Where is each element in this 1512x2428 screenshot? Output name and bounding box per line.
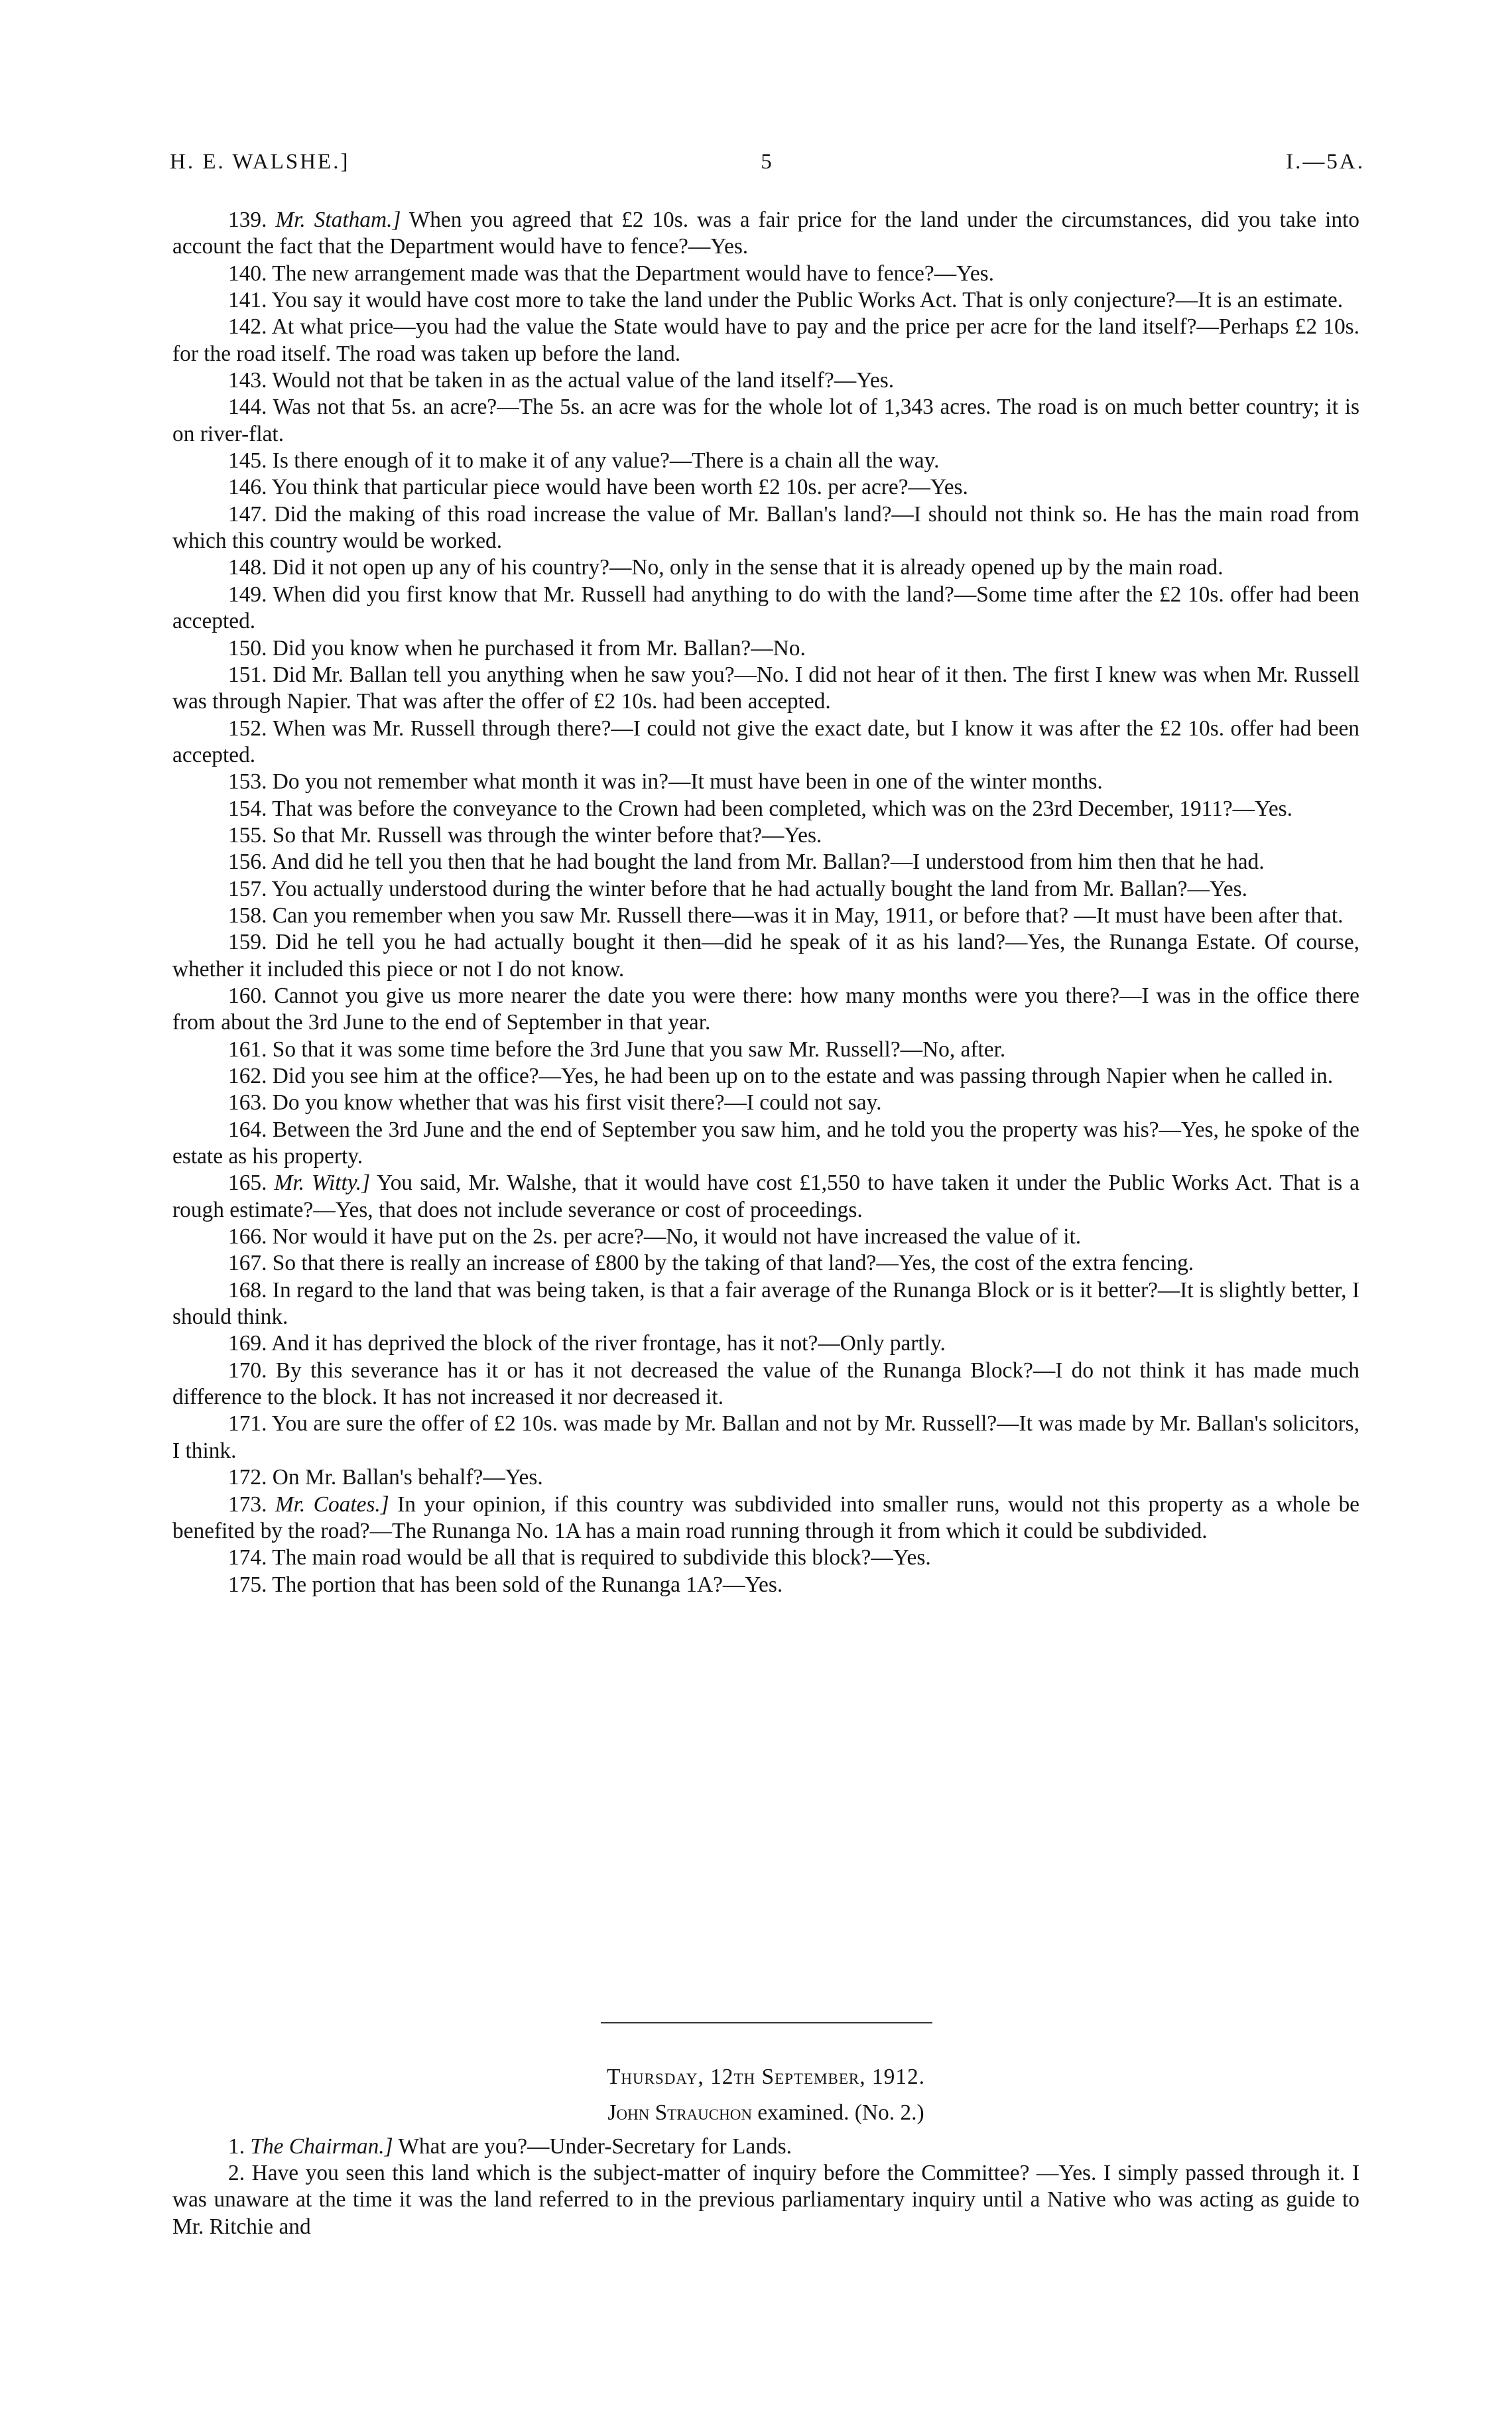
question-number: 163. xyxy=(228,1090,267,1116)
question-answer-text: Nor would it have put on the 2s. per acre?—No, it would not have increased the value of it. xyxy=(272,1224,1082,1249)
question-number: 150. xyxy=(228,635,267,661)
question-number: 146. xyxy=(228,475,267,500)
running-header xyxy=(170,150,1365,184)
evidence-paragraph xyxy=(172,2160,1359,2240)
question-number: 2. xyxy=(228,2161,245,2186)
question-number: 152. xyxy=(228,716,267,741)
question-number: 172. xyxy=(228,1465,267,1490)
evidence-body xyxy=(172,207,1359,1598)
speaker-name: Mr. Coates.] xyxy=(275,1492,389,1517)
evidence-paragraph xyxy=(172,1464,1359,1491)
question-answer-text: You are sure the offer of £2 10s. was made by Mr. Ballan and not by Mr. Russell?—It was made by Mr. Ballan's solicitors, I think. xyxy=(172,1411,1359,1463)
evidence-paragraph xyxy=(172,876,1359,903)
document-reference: I.—5A. xyxy=(1286,150,1365,174)
question-number: 144. xyxy=(228,395,267,420)
evidence-paragraph xyxy=(172,662,1359,716)
evidence-paragraph xyxy=(172,1224,1359,1250)
question-number: 156. xyxy=(228,850,267,875)
question-answer-text: The new arrangement made was that the Department would have to fence?—Yes. xyxy=(272,261,995,286)
question-number: 155. xyxy=(228,822,267,848)
evidence-paragraph xyxy=(172,314,1359,367)
page-number: 5 xyxy=(761,150,774,174)
question-number: 165. xyxy=(228,1171,267,1196)
witness-name: John Strauchon xyxy=(607,2100,752,2126)
question-number: 174. xyxy=(228,1545,267,1570)
question-answer-text: Have you seen this land which is the subject-matter of inquiry before the Committee? —Yes. I simply passed through it. I was unaware at the time it was the land referred to in the previous parliamentary inquiry until a Native who was acting as guide to Mr. Ritchie and xyxy=(172,2161,1359,2239)
evidence-paragraph xyxy=(172,1411,1359,1464)
question-number: 164. xyxy=(228,1117,267,1142)
evidence-paragraph xyxy=(172,769,1359,795)
question-number: 169. xyxy=(228,1331,267,1356)
question-number: 168. xyxy=(228,1277,267,1303)
question-answer-text: You say it would have cost more to take the land under the Public Works Act. That is only conjecture?—It is an estimate. xyxy=(271,288,1344,313)
question-number: 159. xyxy=(228,930,267,955)
question-answer-text: You think that particular piece would have been worth £2 10s. per acre?—Yes. xyxy=(271,475,968,500)
question-number: 161. xyxy=(228,1037,267,1062)
evidence-paragraph xyxy=(172,929,1359,983)
question-number: 143. xyxy=(228,368,267,393)
evidence-paragraph xyxy=(172,501,1359,555)
question-answer-text: You said, Mr. Walshe, that it would have cost £1,550 to have taken it under the Public Works Act. That is a rough estimate?—Yes, that does not include severance or cost of proceedings. xyxy=(172,1171,1359,1222)
question-answer-text: On Mr. Ballan's behalf?—Yes. xyxy=(272,1465,543,1490)
evidence-paragraph xyxy=(172,1492,1359,1545)
question-answer-text: Would not that be taken in as the actual value of the land itself?—Yes. xyxy=(272,368,895,393)
question-answer-text: Was not that 5s. an acre?—The 5s. an acre was for the whole lot of 1,343 acres. The road is on much better country; it is on river-flat. xyxy=(172,395,1359,446)
question-number: 148. xyxy=(228,555,267,580)
evidence-paragraph xyxy=(172,1250,1359,1277)
question-number: 149. xyxy=(228,582,267,607)
evidence-paragraph xyxy=(172,849,1359,875)
question-number: 158. xyxy=(228,903,267,928)
evidence-paragraph xyxy=(172,448,1359,474)
question-answer-text: Do you know whether that was his first visit there?—I could not say. xyxy=(272,1090,882,1116)
question-answer-text: Did he tell you he had actually bought it then—did he speak of it as his land?—Yes, the Runanga Estate. Of course, whether it included this piece or not I do not know. xyxy=(172,930,1359,982)
question-answer-text: When did you first know that Mr. Russell had anything to do with the land?—Some time after the £2 10s. offer had been accepted. xyxy=(172,582,1359,634)
evidence-paragraph xyxy=(172,2134,1359,2160)
question-number: 151. xyxy=(228,662,267,687)
question-answer-text: Can you remember when you saw Mr. Russell there—was it in May, 1911, or before that? —It must have been after that. xyxy=(272,903,1344,928)
evidence-paragraph xyxy=(172,716,1359,769)
question-answer-text: So that Mr. Russell was through the winter before that?—Yes. xyxy=(272,822,822,848)
question-answer-text: So that there is really an increase of £800 by the taking of that land?—Yes, the cost of the extra fencing. xyxy=(272,1251,1194,1276)
new-examination-section xyxy=(172,2064,1359,2240)
header-witness-name: H. E. WALSHE.] xyxy=(170,150,350,174)
question-answer-text: By this severance has it or has it not decreased the value of the Runanga Block?—I do not think it has made much difference to the block. It has not increased it nor decreased it. xyxy=(172,1358,1359,1410)
question-number: 154. xyxy=(228,796,267,821)
question-answer-text: That was before the conveyance to the Crown had been completed, which was on the 23rd December, 1911?—Yes. xyxy=(272,796,1292,821)
evidence-paragraph xyxy=(172,1170,1359,1224)
question-number: 153. xyxy=(228,769,267,795)
question-number: 160. xyxy=(228,983,267,1008)
question-answer-text: The portion that has been sold of the Runanga 1A?—Yes. xyxy=(272,1572,783,1597)
question-answer-text: And it has deprived the block of the river frontage, has it not?—Only partly. xyxy=(271,1331,946,1356)
evidence-paragraph xyxy=(172,1277,1359,1331)
evidence-paragraph xyxy=(172,903,1359,929)
witness-heading xyxy=(172,2100,1359,2126)
question-number: 167. xyxy=(228,1251,267,1276)
question-number: 145. xyxy=(228,448,267,474)
question-answer-text: So that it was some time before the 3rd June that you saw Mr. Russell?—No, after. xyxy=(272,1037,1006,1062)
question-answer-text: In your opinion, if this country was subdivided into smaller runs, would not this property as a whole be benefited by the road?—The Runanga No. 1A has a main road running through it from which it could be subdivided. xyxy=(172,1492,1359,1543)
question-number: 157. xyxy=(228,876,267,901)
evidence-paragraph xyxy=(172,554,1359,581)
question-number: 142. xyxy=(228,314,267,340)
question-number: 139. xyxy=(228,208,267,232)
evidence-paragraph xyxy=(172,582,1359,635)
question-answer-text: When was Mr. Russell through there?—I could not give the exact date, but I know it was after the £2 10s. offer had been accepted. xyxy=(172,716,1359,767)
evidence-paragraph xyxy=(172,1063,1359,1090)
question-number: 166. xyxy=(228,1224,267,1249)
question-answer-text: In regard to the land that was being taken, is that a fair average of the Runanga Block or is it better?—It is slightly better, I should think. xyxy=(172,1277,1359,1330)
speaker-name: Mr. Witty.] xyxy=(274,1171,371,1196)
evidence-paragraph xyxy=(172,1117,1359,1171)
speaker-name: The Chairman.] xyxy=(250,2134,393,2159)
question-answer-text: Cannot you give us more nearer the date you were there: how many months were you there?—I was in the office there from about the 3rd June to the end of September in that year. xyxy=(172,983,1359,1035)
evidence-paragraph xyxy=(172,474,1359,501)
evidence-paragraph xyxy=(172,983,1359,1037)
question-answer-text: Did you see him at the office?—Yes, he had been up on to the estate and was passing through Napier when he called in. xyxy=(272,1064,1334,1088)
question-answer-text: What are you?—Under-Secretary for Lands. xyxy=(398,2134,792,2159)
evidence-paragraph xyxy=(172,1330,1359,1357)
question-number: 1. xyxy=(228,2134,245,2159)
question-answer-text: Is there enough of it to make it of any value?—There is a chain all the way. xyxy=(272,448,940,474)
evidence-paragraph xyxy=(172,1090,1359,1116)
question-number: 175. xyxy=(228,1572,267,1597)
question-number: 162. xyxy=(228,1064,267,1088)
question-number: 171. xyxy=(228,1411,267,1437)
evidence-paragraph xyxy=(172,367,1359,394)
question-answer-text: At what price—you had the value the State would have to pay and the price per acre for the land itself?—Perhaps £2 10s. for the road itself. The road was taken up before the land. xyxy=(172,314,1359,366)
examined-label: examined. (No. 2.) xyxy=(757,2100,924,2126)
question-answer-text: Did the making of this road increase the value of Mr. Ballan's land?—I should not think so. He has the main road from which this country would be worked. xyxy=(172,501,1360,554)
question-answer-text: Did you know when he purchased it from Mr. Ballan?—No. xyxy=(272,635,806,661)
question-answer-text: The main road would be all that is required to subdivide this block?—Yes. xyxy=(272,1545,931,1570)
evidence-paragraph xyxy=(172,287,1359,314)
speaker-name: Mr. Statham.] xyxy=(275,208,401,232)
question-answer-text: When you agreed that £2 10s. was a fair price for the land under the circumstances, did you take into account the fact that the Department would have to fence?—Yes. xyxy=(172,208,1360,259)
question-number: 147. xyxy=(228,501,267,527)
question-number: 140. xyxy=(228,261,267,286)
question-number: 141. xyxy=(228,288,267,313)
section-evidence-body xyxy=(172,2134,1359,2240)
evidence-paragraph xyxy=(172,1545,1359,1571)
evidence-paragraph xyxy=(172,1358,1359,1411)
question-answer-text: You actually understood during the winter before that he had actually bought the land from Mr. Ballan?—Yes. xyxy=(271,876,1247,901)
question-answer-text: Do you not remember what month it was in?—It must have been in one of the winter months. xyxy=(272,769,1103,795)
evidence-paragraph xyxy=(172,1037,1359,1063)
question-answer-text: Did it not open up any of his country?—No, only in the sense that it is already opened up by the main road. xyxy=(272,555,1224,580)
evidence-paragraph xyxy=(172,822,1359,849)
section-divider xyxy=(601,2022,932,2023)
sitting-date: Thursday, 12th September, 1912. xyxy=(606,2065,926,2089)
evidence-paragraph xyxy=(172,261,1359,287)
question-answer-text: Between the 3rd June and the end of September you saw him, and he told you the property was his?—Yes, he spoke of the estate as his property. xyxy=(172,1117,1359,1169)
evidence-paragraph xyxy=(172,207,1359,261)
question-answer-text: Did Mr. Ballan tell you anything when he saw you?—No. I did not hear of it then. The first I knew was when Mr. Russell was through Napier. That was after the offer of £2 10s. had been accepted. xyxy=(172,662,1359,714)
evidence-paragraph xyxy=(172,1572,1359,1598)
question-answer-text: And did he tell you then that he had bought the land from Mr. Ballan?—I understood from him then that he had. xyxy=(271,850,1265,875)
question-number: 170. xyxy=(228,1358,267,1383)
evidence-paragraph xyxy=(172,796,1359,822)
evidence-paragraph xyxy=(172,394,1359,448)
evidence-paragraph xyxy=(172,635,1359,662)
question-number: 173. xyxy=(228,1492,267,1517)
